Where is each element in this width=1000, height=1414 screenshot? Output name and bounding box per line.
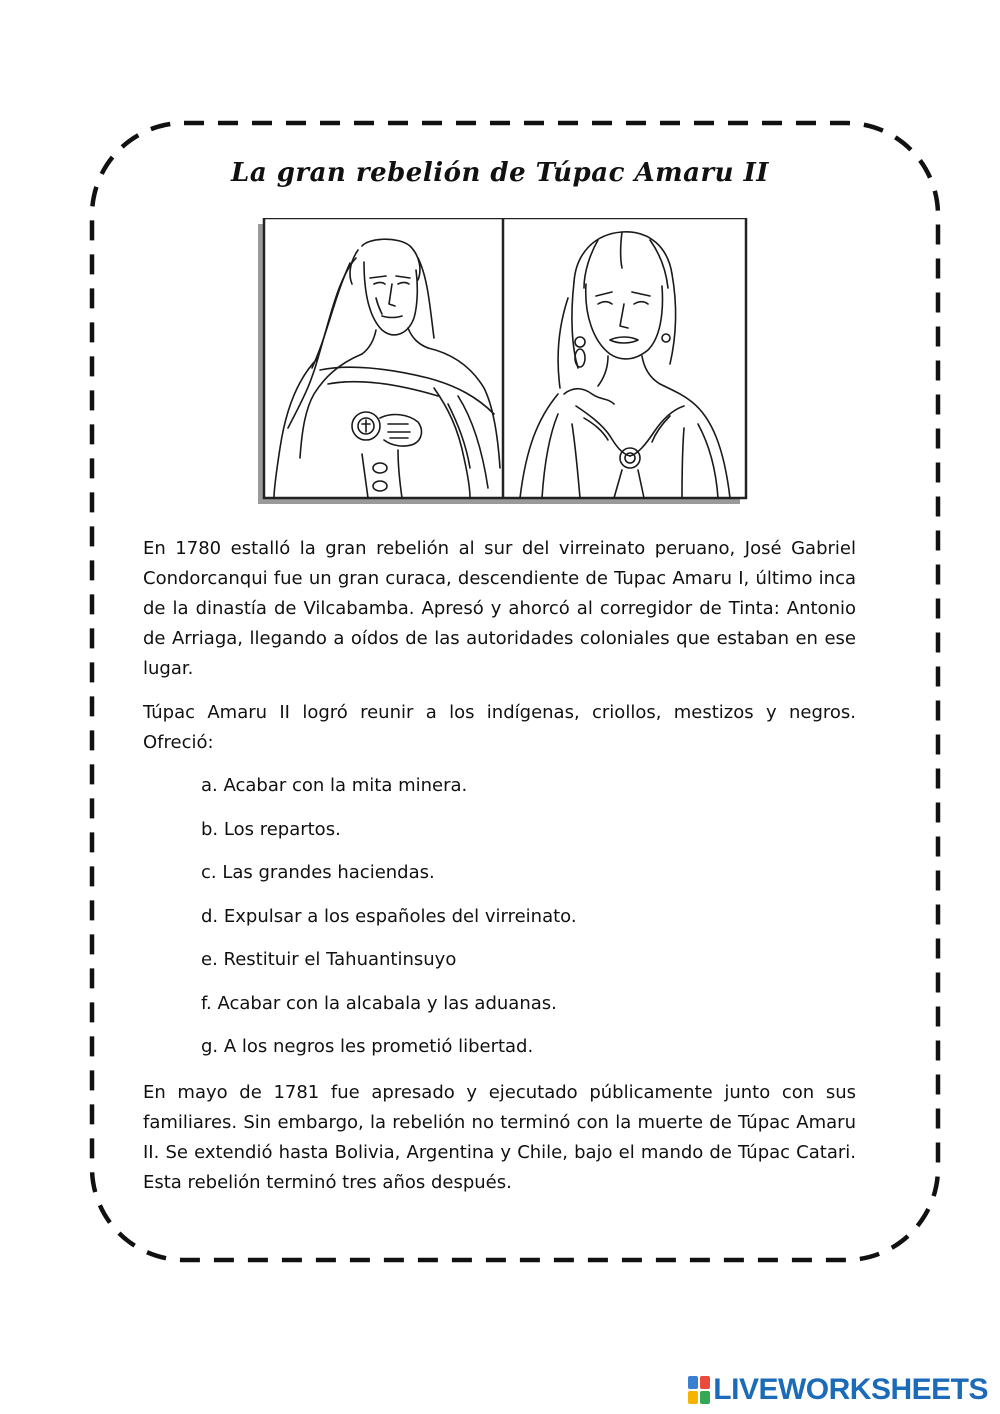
offers-list bbox=[201, 771, 577, 1076]
list-item: e. Restituir el Tahuantinsuyo bbox=[201, 949, 457, 970]
list-item: c. Las grandes haciendas. bbox=[201, 862, 435, 883]
list-item: f. Acabar con la alcabala y las aduanas. bbox=[201, 992, 557, 1014]
liveworksheets-logo-icon bbox=[688, 1376, 710, 1404]
list-item: a. Acabar con la mita minera. bbox=[201, 775, 468, 796]
liveworksheets-logo[interactable] bbox=[688, 1372, 988, 1408]
list-item: b. Los repartos. bbox=[201, 818, 341, 840]
portraits-illustration bbox=[258, 218, 750, 506]
list-item: d. Expulsar a los españoles del virreinato. bbox=[201, 905, 577, 927]
conclusion-paragraph: En mayo de 1781 fue apresado y ejecutado públicamente junto con sus familiares. Sin embargo, la rebelión no terminó con la muerte de Túpac Amaru II. Se extendió hasta Bolivia, Argentina y Chile, bajo el mando de Túpac Catari. Esta rebelión terminó tres años después. bbox=[143, 1082, 856, 1193]
worksheet-title: La gran rebelión de Túpac Amaru II bbox=[231, 158, 769, 188]
offers-intro-paragraph: Túpac Amaru II logró reunir a los indígenas, criollos, mestizos y negros. Ofreció: bbox=[143, 702, 856, 753]
list-item: g. A los negros les prometió libertad. bbox=[201, 1036, 534, 1057]
liveworksheets-brand: LIVEWORKSHEETS bbox=[713, 1373, 988, 1406]
intro-paragraph: En 1780 estalló la gran rebelión al sur del virreinato peruano, José Gabriel Condorcanqui fue un gran curaca, descendiente de Tupac Amaru I, último inca de la dinastía de Vilcabamba. Apresó y ahorcó al corregidor de Tinta: Antonio de Arriaga, llegando a oídos de las autoridades coloniales que estaban en ese lugar. bbox=[143, 538, 856, 679]
